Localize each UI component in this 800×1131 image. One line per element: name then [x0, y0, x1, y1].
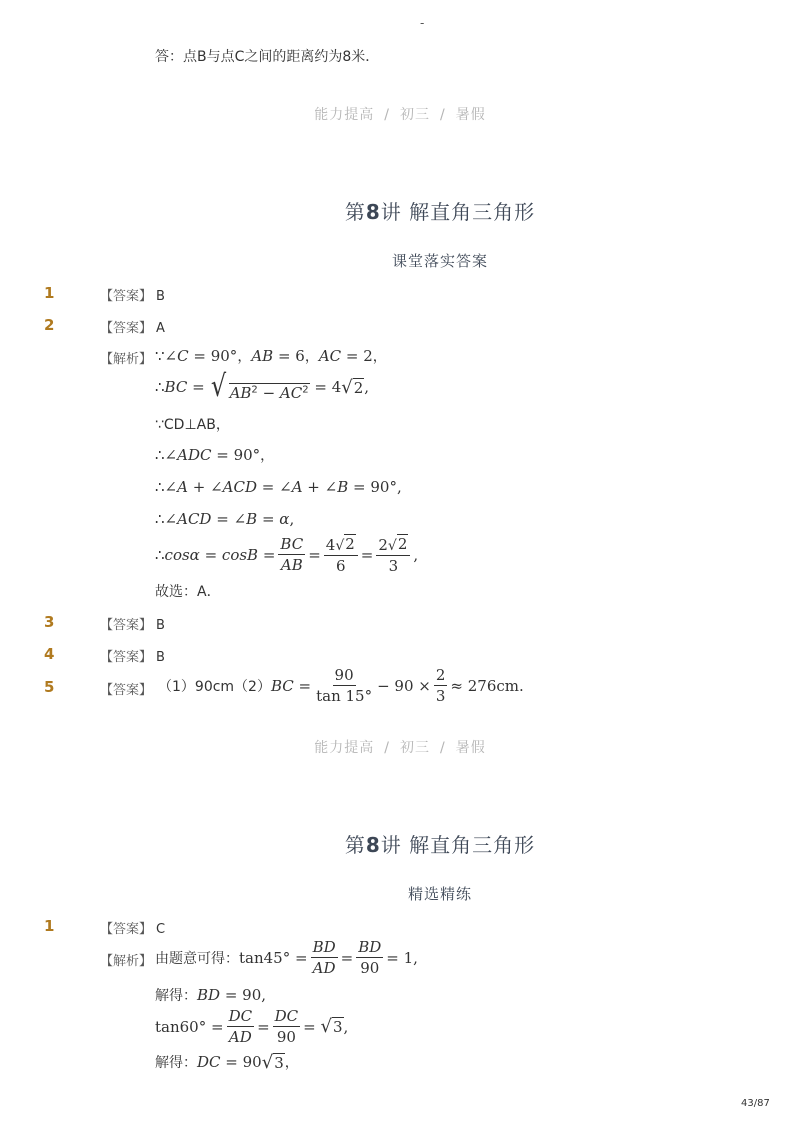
answer-value: B — [156, 289, 165, 304]
answer-label: 【答案】 — [100, 321, 153, 336]
analysis-tag: 【解析】 — [100, 352, 153, 367]
lecture-name: 讲 解直角三角形 — [380, 833, 536, 857]
analysis-tag: 【解析】 — [100, 954, 153, 969]
footer-term: 暑假 — [455, 740, 486, 756]
footer-band — [0, 104, 800, 124]
solution-line: 由题意可得： tan45° = $\frac{BD}{AD}$ = $\frac{BD}{90}$ = 1, — [155, 938, 418, 977]
section-title: 课堂落实答案 — [391, 252, 488, 270]
answer-conclusion: 答：点B与点C之间的距离约为8米． — [155, 49, 380, 65]
answer-value: C — [156, 922, 166, 937]
solution-line: ∴ BC = √ $AB^2 - AC^2$ = 4 √ 2 , — [155, 369, 370, 404]
solution-line: tan60° = $\frac{DC}{AD}$ = $\frac{DC}{90}$ = √ 3 , — [155, 1007, 349, 1046]
solution-line: ∴∠ ADC = 90° ， — [155, 446, 275, 464]
answer-tag — [100, 918, 165, 937]
question-number: 1 — [44, 284, 55, 302]
answer-value: A — [156, 321, 165, 336]
lecture-number: 8 — [365, 200, 381, 224]
answer-label: 【答案】 — [100, 289, 153, 304]
solution-text: 解得： — [155, 988, 197, 1004]
answer-tag — [100, 317, 165, 336]
comma: ， — [237, 349, 252, 365]
answer-label: 【答案】 — [100, 618, 153, 633]
question-number: 1 — [44, 917, 55, 935]
lecture-name: 讲 解直角三角形 — [380, 200, 536, 224]
section-title: 精选精练 — [407, 885, 472, 903]
lecture-prefix: 第 — [344, 200, 366, 224]
question-number: 2 — [44, 316, 55, 334]
solution-text: 由题意可得： — [155, 950, 239, 967]
footer-separator: / — [384, 107, 390, 123]
answer-tag — [100, 614, 165, 633]
footer-band — [0, 737, 800, 757]
answer-label: 【答案】 — [100, 650, 153, 665]
answer-value: B — [156, 618, 165, 633]
footer-grade: 初三 — [400, 740, 430, 756]
answer-tag — [100, 646, 165, 665]
footer-term: 暑假 — [455, 107, 486, 123]
answer-tag — [100, 285, 165, 304]
solution-line: ∵∠ C = 90° ， AB = 6 ， AC = 2 ， — [155, 347, 387, 365]
question-number: 3 — [44, 613, 55, 631]
question-number: 4 — [44, 645, 55, 663]
solution-line: ∴∠ A + ∠ ACD = ∠ A + ∠ B = 90°, — [155, 478, 402, 496]
solution-line: 解得： BD = 90, — [155, 986, 267, 1004]
question-number: 5 — [44, 678, 55, 696]
comma: ， — [372, 349, 387, 365]
solution-line: （1）90cm（2） BC = $\frac{90}{\tan 15^\circ}$ − 90 × $\frac{2}{3}$ ≈ 276cm. — [158, 666, 524, 705]
footer-course: 能力提高 — [314, 107, 375, 123]
answer-text: （1）90cm（2） — [158, 678, 271, 695]
header-dash: - — [420, 16, 425, 30]
footer-separator: / — [440, 740, 446, 756]
solution-line: 解得： DC = 90 √ 3 ， — [155, 1051, 299, 1073]
lecture-title — [0, 829, 800, 858]
lecture-prefix: 第 — [344, 833, 366, 857]
solution-line: 故选：A． — [155, 584, 221, 600]
footer-separator: / — [384, 740, 390, 756]
footer-separator: / — [440, 107, 446, 123]
footer-course: 能力提高 — [314, 740, 375, 756]
lecture-title — [0, 196, 800, 225]
answer-result: ≈ 276cm. — [450, 676, 524, 695]
comma: ， — [304, 349, 319, 365]
footer-grade: 初三 — [400, 107, 430, 123]
answer-tag: 【答案】 — [100, 683, 153, 698]
page-number: 43/87 — [741, 1098, 770, 1109]
solution-line: ∴ cosα = cosB = $\frac{BC}{AB}$ = 4 √ 2 6 = 2 √ 2 3 , — [155, 535, 419, 575]
solution-line: ∵CD⊥AB， — [155, 417, 230, 433]
answer-label: 【答案】 — [100, 922, 153, 937]
solution-line: ∴∠ ACD = ∠ B = α , — [155, 510, 295, 528]
answer-value: B — [156, 650, 165, 665]
lecture-number: 8 — [365, 833, 381, 857]
solution-text: 解得： — [155, 1055, 197, 1071]
